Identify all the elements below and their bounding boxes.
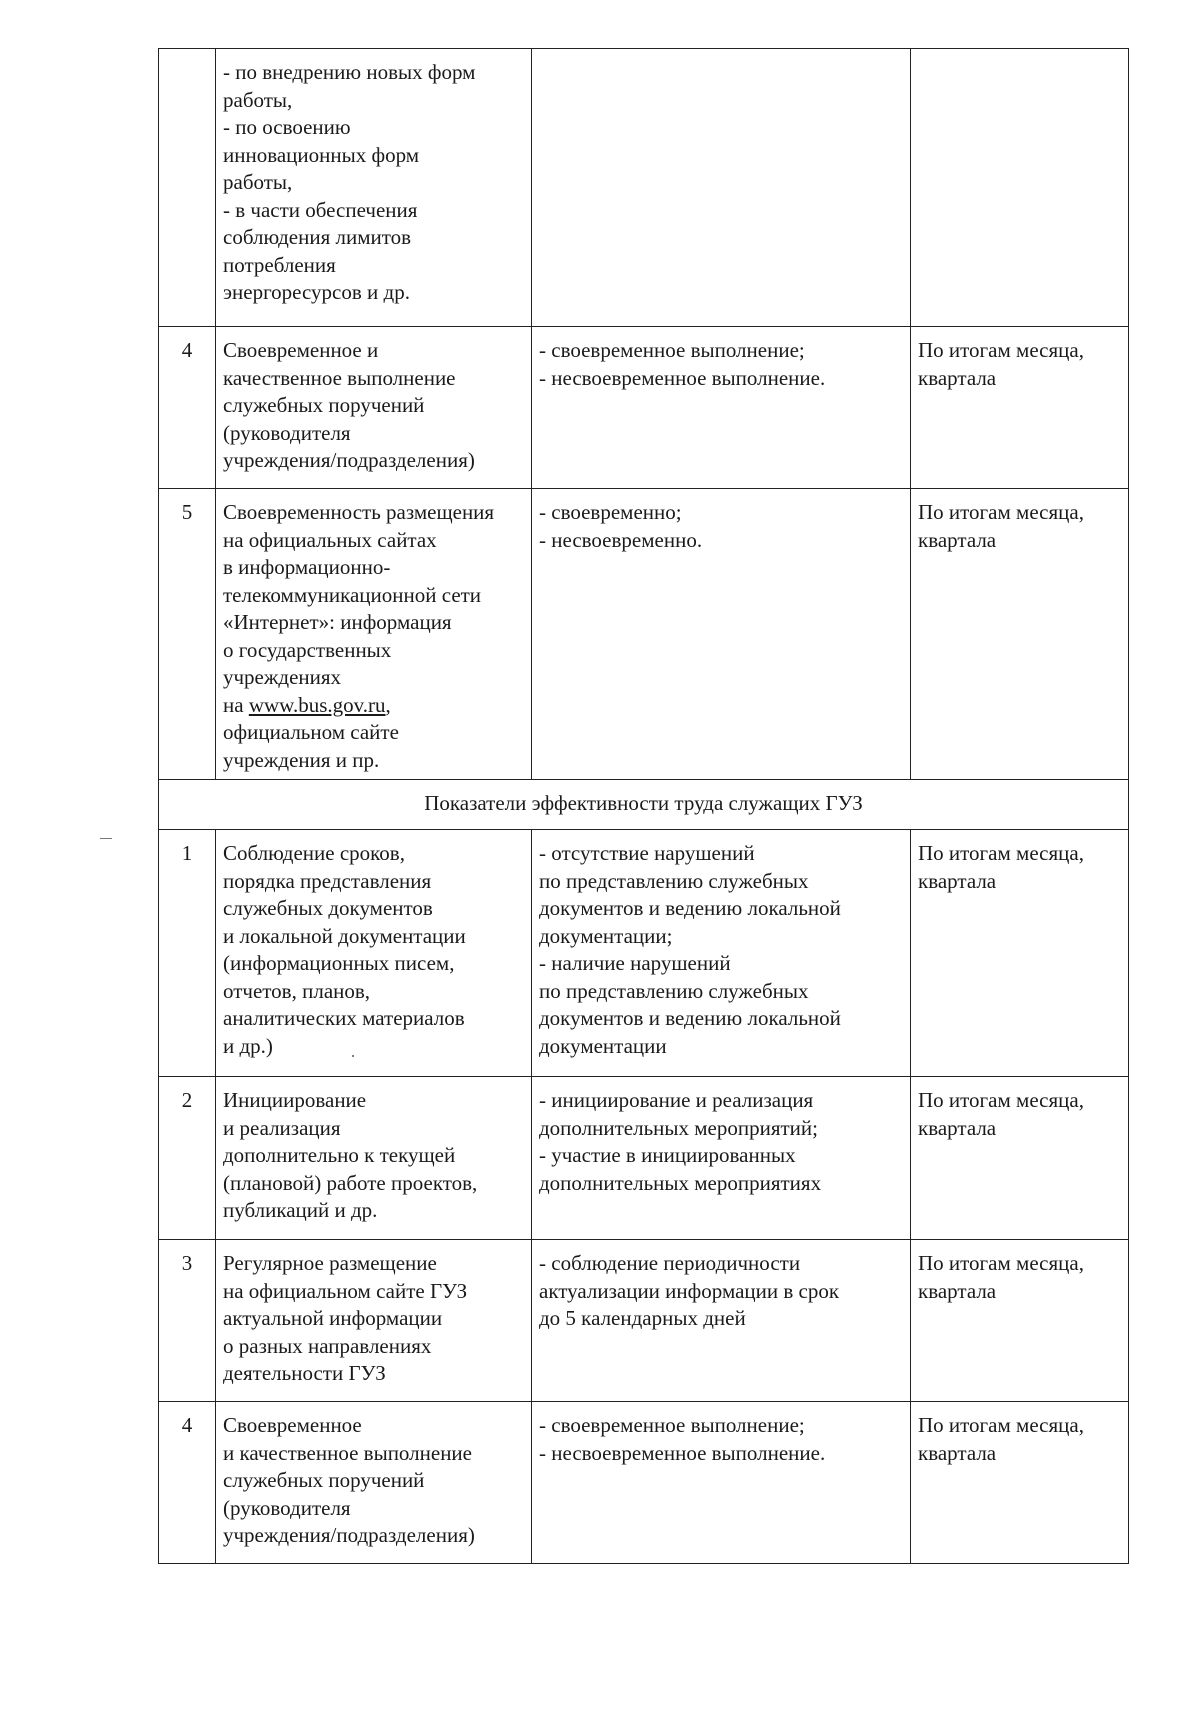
row-number: 5 [159,489,216,780]
indicator-cell: - своевременное выполнение; - несвоевременное выполнение. [532,1402,911,1564]
table-row [159,830,1129,1077]
row-number: 2 [159,1077,216,1240]
criterion-cell: Своевременное и качественное выполнение служебных поручений (руководителя учреждения/подразделения) [216,327,532,489]
table-row [159,489,1129,780]
criterion-text-end: , официальном сайте учреждения и пр. [223,692,399,772]
indicator-cell: - соблюдение периодичности актуализации информации в срок до 5 календарных дней [532,1240,911,1402]
table-row [159,327,1129,489]
period-cell: По итогам месяца, квартала [911,327,1129,489]
indicator-cell [532,49,911,327]
criterion-cell: Соблюдение сроков, порядка представления служебных документов и локальной документации (информационных писем, отчетов, планов, аналитических материалов и др.) [216,830,532,1077]
indicator-cell: - своевременно; - несвоевременно. [532,489,911,780]
indicator-cell: - своевременное выполнение; - несвоевременное выполнение. [532,327,911,489]
period-cell: По итогам месяца, квартала [911,489,1129,780]
criterion-text: Своевременность размещения на официальных сайтах в информационно- телекоммуникационной сети «Интернет»: информация о государственных учреждениях на [223,500,495,717]
table-row [159,1240,1129,1402]
criteria-table [158,48,1129,1564]
bus-gov-link[interactable]: www.bus.gov.ru [248,692,386,717]
table-row [159,49,1129,327]
row-number: 3 [159,1240,216,1402]
criterion-cell [216,489,532,780]
row-number: 4 [159,1402,216,1564]
row-number: 4 [159,327,216,489]
criterion-cell: Регулярное размещение на официальном сайте ГУЗ актуальной информации о разных направлениях деятельности ГУЗ [216,1240,532,1402]
row-number: 1 [159,830,216,1077]
scan-speck [352,1055,354,1057]
margin-mark [100,838,112,839]
period-cell [911,49,1129,327]
section-title: Показатели эффективности труда служащих ГУЗ [159,780,1129,830]
period-cell: По итогам месяца, квартала [911,1402,1129,1564]
criterion-cell: Инициирование и реализация дополнительно к текущей (плановой) работе проектов, публикаций и др. [216,1077,532,1240]
section-heading-row [159,780,1129,830]
criterion-cell: Своевременное и качественное выполнение служебных поручений (руководителя учреждения/подразделения) [216,1402,532,1564]
period-cell: По итогам месяца, квартала [911,1240,1129,1402]
row-number [159,49,216,327]
indicator-cell: - отсутствие нарушений по представлению служебных документов и ведению локальной документации; - наличие нарушений по представлению служебных документов и ведению локальной документации [532,830,911,1077]
table-row [159,1402,1129,1564]
period-cell: По итогам месяца, квартала [911,830,1129,1077]
criterion-cell: - по внедрению новых форм работы, - по освоению инновационных форм работы, - в части обеспечения соблюдения лимитов потребления энергоресурсов и др. [216,49,532,327]
indicator-cell: - инициирование и реализация дополнительных мероприятий; - участие в инициированных дополнительных мероприятиях [532,1077,911,1240]
period-cell: По итогам месяца, квартала [911,1077,1129,1240]
table-row [159,1077,1129,1240]
